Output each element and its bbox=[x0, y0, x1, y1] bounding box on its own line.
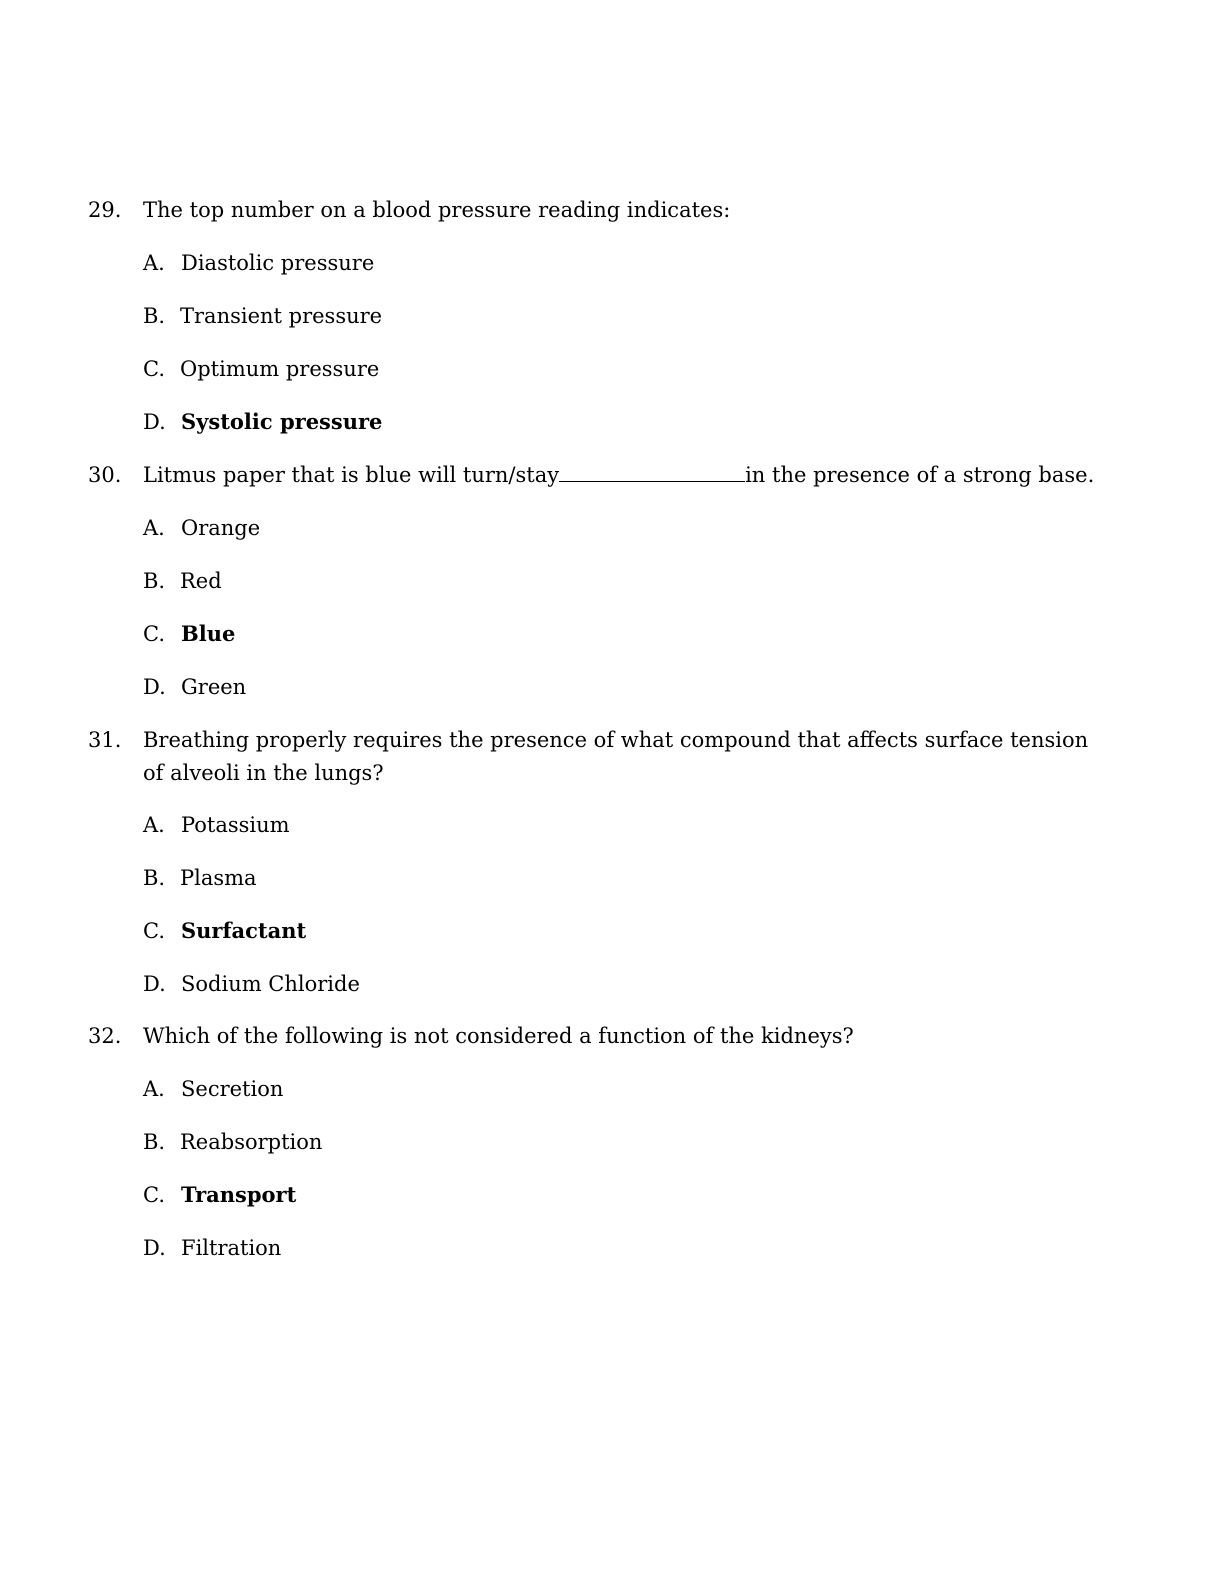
question-number: 31. bbox=[88, 728, 122, 752]
option-text-correct: Blue bbox=[181, 621, 236, 646]
option-text: Potassium bbox=[181, 813, 290, 837]
option-text: Secretion bbox=[181, 1077, 284, 1101]
option-letter: D. bbox=[143, 972, 166, 996]
option-text: Plasma bbox=[180, 866, 257, 890]
option-letter: B. bbox=[143, 304, 166, 328]
option-text: Sodium Chloride bbox=[181, 972, 360, 996]
question-text-after-blank: in the presence of a strong base. bbox=[745, 463, 1095, 487]
option-letter: D. bbox=[143, 1236, 166, 1260]
option-letter: C. bbox=[143, 919, 165, 943]
option-text: Diastolic pressure bbox=[181, 251, 375, 275]
option-text: Optimum pressure bbox=[180, 357, 380, 381]
question-text: Which of the following is not considered a function of the kidneys? bbox=[143, 1024, 854, 1048]
option-letter: B. bbox=[143, 1130, 166, 1154]
question-number: 32. bbox=[88, 1024, 122, 1048]
option-letter: D. bbox=[143, 410, 166, 434]
question-text-line-1: Breathing properly requires the presence of what compound that affects surface tension bbox=[143, 728, 1089, 752]
question-number: 30. bbox=[88, 463, 122, 487]
option-letter: C. bbox=[143, 1183, 165, 1207]
option-text-correct: Surfactant bbox=[181, 918, 307, 943]
option-letter: C. bbox=[143, 357, 165, 381]
option-text: Orange bbox=[181, 516, 261, 540]
option-text-correct: Systolic pressure bbox=[181, 409, 383, 434]
option-letter: A. bbox=[143, 1077, 165, 1101]
option-text-correct: Transport bbox=[181, 1182, 297, 1207]
option-letter: A. bbox=[143, 813, 165, 837]
question-text bbox=[143, 459, 1094, 491]
option-text: Filtration bbox=[181, 1236, 282, 1260]
question-text-before-blank: Litmus paper that is blue will turn/stay bbox=[143, 463, 560, 487]
option-letter: B. bbox=[143, 569, 166, 593]
option-text: Green bbox=[181, 675, 247, 699]
option-text: Red bbox=[180, 569, 222, 593]
question-text-line-2: of alveoli in the lungs? bbox=[143, 761, 384, 785]
option-letter: B. bbox=[143, 866, 166, 890]
question-number: 29. bbox=[88, 198, 122, 222]
option-letter: A. bbox=[143, 516, 165, 540]
option-letter: D. bbox=[143, 675, 166, 699]
fill-in-blank bbox=[559, 459, 745, 482]
question-text: The top number on a blood pressure reading indicates: bbox=[143, 198, 731, 222]
option-text: Reabsorption bbox=[180, 1130, 323, 1154]
option-letter: A. bbox=[143, 251, 165, 275]
option-text: Transient pressure bbox=[180, 304, 383, 328]
option-letter: C. bbox=[143, 622, 165, 646]
